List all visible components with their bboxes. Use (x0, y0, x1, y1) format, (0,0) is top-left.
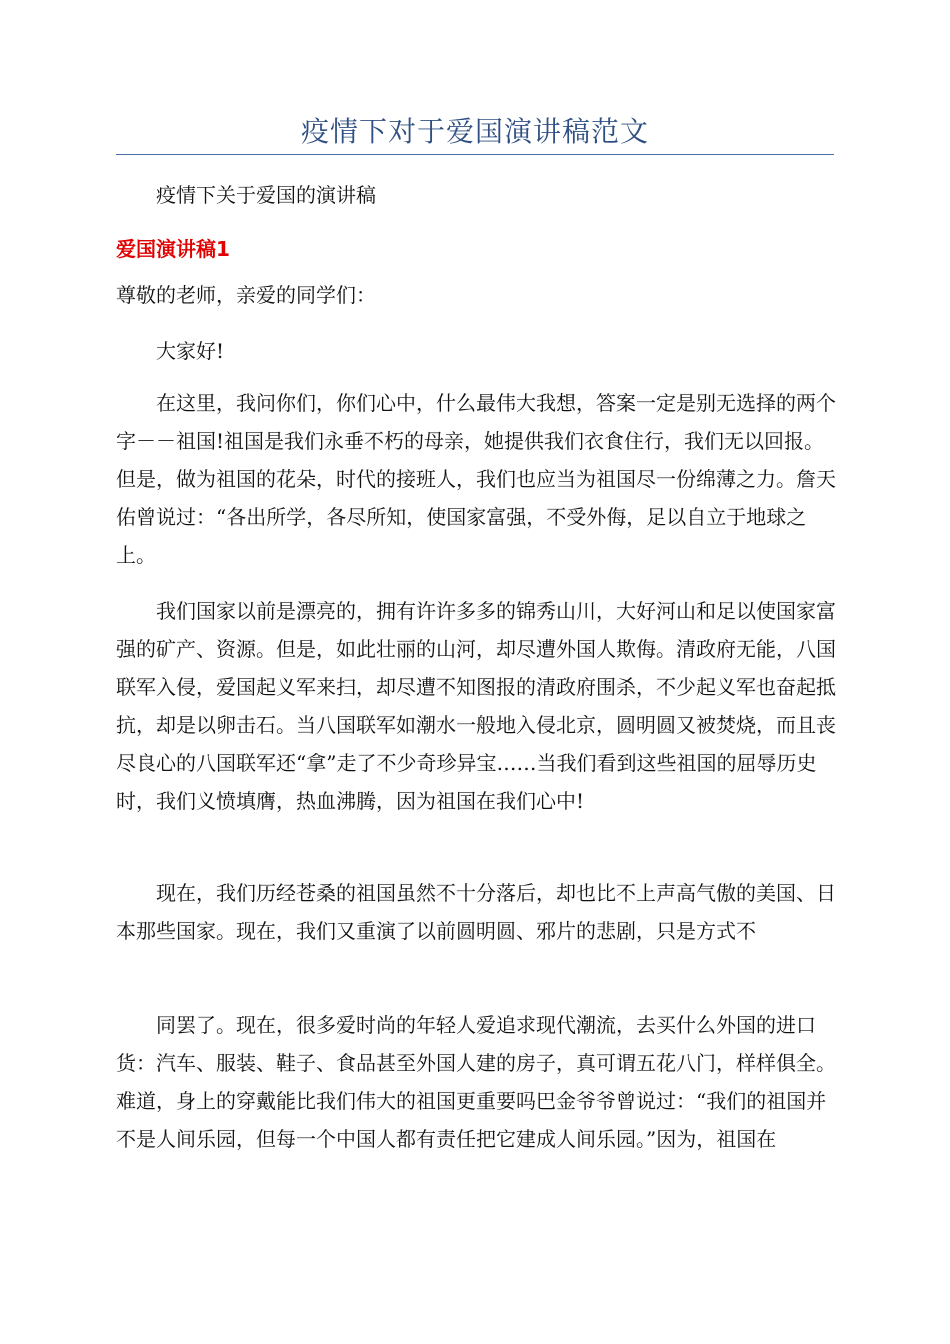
document-title: 疫情下对于爱国演讲稿范文 (300, 115, 649, 148)
body-paragraph-4: 同罢了。现在，很多爱时尚的年轻人爱追求现代潮流，去买什么外国的进口货：汽车、服装、鞋子、食品甚至外国人建的房子，真可谓五花八门，样样俱全。难道，身上的穿戴能比我们伟大的祖国更重要吗巴金爷爷曾说过：“我们的祖国并不是人间乐园，但每一个中国人都有责任把它建成人间乐园。”因为，祖国在 (116, 1013, 836, 1151)
document-subtitle: 疫情下关于爱国的演讲稿 (156, 183, 376, 207)
title-underline (116, 154, 834, 155)
body-paragraph-3: 现在，我们历经苍桑的祖国虽然不十分落后，却也比不上声高气傲的美国、日本那些国家。现在，我们又重演了以前圆明圆、邪片的悲剧，只是方式不 (116, 881, 836, 943)
body-paragraph-2: 我们国家以前是漂亮的，拥有许许多多的锦秀山川，大好河山和足以使国家富强的矿产、资源。但是，如此壮丽的山河，却尽遭外国人欺侮。清政府无能，八国联军入侵，爱国起义军来扫，却尽遭不知图报的清政府围杀，不少起义军也奋起抵抗，却是以卵击石。当八国联军如潮水一般地入侵北京，圆明圆又被焚烧，而且丧尽良心的八国联军还“拿”走了不少奇珍异宝……当我们看到这些祖国的屈辱历史时，我们义愤填膺，热血沸腾，因为祖国在我们心中! (116, 599, 836, 813)
greeting: 大家好! (156, 339, 225, 363)
section-heading: 爱国演讲稿1 (116, 237, 230, 261)
body-paragraph-1: 在这里，我问你们，你们心中，什么最伟大我想，答案一定是别无选择的两个字－－祖国!祖国是我们永垂不朽的母亲，她提供我们衣食住行，我们无以回报。但是，做为祖国的花朵，时代的接班人，我们也应当为祖国尽一份绵薄之力。詹天佑曾说过：“各出所学，各尽所知，使国家富强，不受外侮，足以自立于地球之上。 (116, 391, 836, 567)
salutation: 尊敬的老师，亲爱的同学们： (116, 283, 376, 307)
